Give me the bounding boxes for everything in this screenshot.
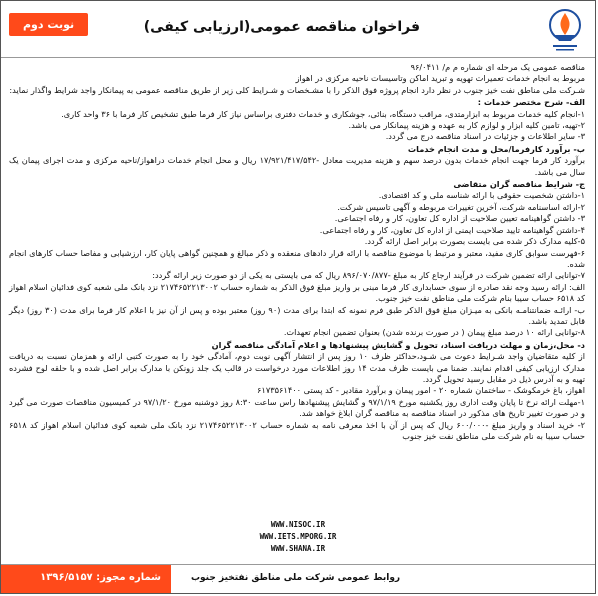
notice-paragraph: ۲- خرید اسناد و واریز مبلغ -۶۰۰/۰۰۰ ریال که پس از آن با اخذ معرفی نامه به شماره حساب ۲۱۷۴۶۵۲۲۱۳۰۰۲ نزد بانک ملی شعبه کوی فدائیان اسلام اهواز کد ۶۵۱۸ حساب سیبا به نام شرکت ملی مناطق نفت خیز جنوب xyxy=(9,419,585,441)
notice-paragraph: مربوط به انجام خدمات تعمیرات تهویه و تبرید اماکن وتاسیسات ناحیه مرکزی در اهواز xyxy=(295,73,585,84)
section-heading: ج- شرایط مناقصه گران متقاضی xyxy=(453,179,585,190)
notice-title: فراخوان مناقصه عمومی(ارزیابی کیفی) xyxy=(143,19,420,35)
notice-paragraph: مناقصه عمومی یک مرحله ای شماره م م/ ۹۶/۰۴۱۱ xyxy=(410,62,585,72)
website-link[interactable]: WWW.IETS.MPORG.IR xyxy=(259,532,337,541)
notice-header xyxy=(1,1,595,58)
section-heading: د- محل،زمان و مهلت دریافت اسناد، تحویل و گشایش پیشنهادها و اعلام آمادگی مناقصه گران xyxy=(211,339,585,350)
notice-paragraph: ۶-فهرست سوابق کاری مفید، معتبر و مرتبط با موضوع مناقصه با ارائه قرار دادهای منعقده و ذکر مبالغ و همچنین گواهی پایان کار، ارزشیابی و مفاصا حساب کارهای انجام شده. xyxy=(9,247,585,269)
notice-footer xyxy=(1,564,595,593)
notice-paragraph: شـرکت ملی مناطق نفت خیز جنوب در نظر دارد انجام پروژه فوق الذکر را با مشـخصات و شـرایط کلی زیر از طریق مناقصه عمومی به پیمانکار واجد شرایط واگذار نماید: xyxy=(9,84,585,95)
publisher: روابط عمومی شرکت ملی مناطق نفتخیز جنوب xyxy=(191,573,401,583)
notice-paragraph: از کلیه متقاضیان واجد شـرایط دعوت می شـود،حداکثر ظرف ۱۰ روز پس از انتشار آگهی نوبت دوم، آمادگی خود را به صورت کتبی ارائه و همزمان نسبت به دریافت مدارک ارزیابی کیفی اقدام نمایند. ضمنا می بایست ظرف مدت ۱۴ روز اطلاعات مورد درخواست در قالب یک جلد زونکن با مدارک برابر اصل شده و با حلقه لوح فشرده تهیه و به آدرس ذیل در مقابل رسید تحویل گردد. xyxy=(9,351,585,384)
notice-paragraph: ۸-توانایی ارائه ۱۰ درصد مبلغ پیمان ( در صورت برنده شدن) بعنوان تضمین انجام تعهدات. xyxy=(283,327,585,338)
nioc-logo-icon xyxy=(541,5,589,53)
notice-paragraph: ۳- داشتن گواهینامه تعیین صلاحیت از اداره کل تعاون، کار و رفاه اجتماعی. xyxy=(334,213,585,224)
notice-paragraph: ۷-توانایی ارائه تضمین شرکت در فرآیند ارجاع کار به مبلغ -۸۹۶/۰۷۰/۸۷۷ ریال که می بایستی به یکی از دو صورت زیر ارائه گردد: xyxy=(152,270,585,281)
website-link[interactable]: WWW.SHANA.IR xyxy=(270,544,326,553)
notice-paragraph: ۱-مهلت ارائه نرخ تا پایان وقت اداری روز یکشنبه مورخ ۹۷/۱/۱۹ و گشایش پیشنهادها راس ساعت ۸:۳۰ روز دوشنبه مورخ ۹۷/۱/۲۰ در کمیسیون مناقصات صورت می گیرد و در صورت تغییر تاریخ های مذکور در اسناد مناقصه به مناقصه گران ابلاغ خواهد شد. xyxy=(9,396,585,419)
section-heading: الف- شرح مختصر خدمات : xyxy=(477,97,585,108)
notice-paragraph: ۵-کلیه مدارک ذکر شده می بایست بصورت برابر اصل ارائه گردد. xyxy=(364,236,585,247)
section-heading: ب- برآورد کارفرما/محل و مدت انجام خدمات xyxy=(407,143,585,154)
notice-paragraph: ۴-داشتن گواهینامه تایید صلاحیت ایمنی از اداره کل تعاون، کار و رفاه اجتماعی. xyxy=(319,224,585,235)
round-badge: نوبت دوم xyxy=(9,13,88,36)
website-link[interactable]: WWW.NISOC.IR xyxy=(270,520,326,529)
notice-paragraph: ۱-انجام کلیه خدمات مربوط به ابزارمتدی، مراقب دستگاه، بنائی، جوشکاری و خدمات دفتری براساس نیاز کار فرما طبق تشخیص کار فرما با ۳۶ واحد کاری. xyxy=(61,108,585,119)
notice-paragraph: ۳- سایر اطلاعات و جزئیات در اسناد مناقصه درج می گردد. xyxy=(385,131,585,142)
permit-number: شماره مجوز: ۱۳۹۶/۵۱۵۷ xyxy=(1,565,171,593)
notice-body xyxy=(1,58,595,442)
notice-paragraph: برآورد کار فرما جهت انجام خدمات بدون درصد سهم و هزینه مدیریت معادل -۱۷/۹۲۱/۴۱۷/۵۴۲ ریال و محل انجام خدمات دراهواز/ناحیه مرکزی و مدت اجرای پیمان یک سال می باشد. xyxy=(9,155,586,177)
notice-paragraph: ۱-داشتن شخصیت حقوقی با ارائه شناسه ملی و کد اقتصادی. xyxy=(378,190,585,201)
notice-paragraph: ۲-تهیه، تامین کلیه ابزار و لوازم کار به عهده و هزینه پیمانکار می باشد. xyxy=(348,120,585,131)
notice-paragraph: اهواز، باغ خرمکوشک - ساختمان شماره ۲۰ - امور پیمان و برآورد مقادیر - کد پستی ۶۱۷۳۵۶۱۴۰۰ xyxy=(257,385,585,396)
websites xyxy=(1,519,595,555)
notice-paragraph: الف: ارائه رسید وجه نقد صادره از سوی حسابداری کار فرما مبنی بر واریز مبلغ فوق الذکر به شماره حساب ۲۱۷۴۶۵۲۲۱۳۰۰۲ نزد بانک ملی شعبه کوی فدائیان اسلام اهواز کد ۶۵۱۸ حساب سیبا بنام شرکت ملی مناطق نفت خیز جنوب. xyxy=(9,281,585,304)
notice-paragraph: ب- ارائـه ضمانتنامـه بانکی به میـزان مبلغ فوق الذکر طبق فرم نمونه که ابتدا برای مدت (۹۰ روز) معتبر بوده و پس از آن نیز با اعلام کار فرما برای مدت (۳۰ روز) دیگر قابل تمدید باشد. xyxy=(9,304,585,326)
notice-paragraph: ۲-ارائه اساسنامه شرکت، آخرین تغییرات مربوطه و آگهی تاسیس شرکت. xyxy=(337,201,585,212)
